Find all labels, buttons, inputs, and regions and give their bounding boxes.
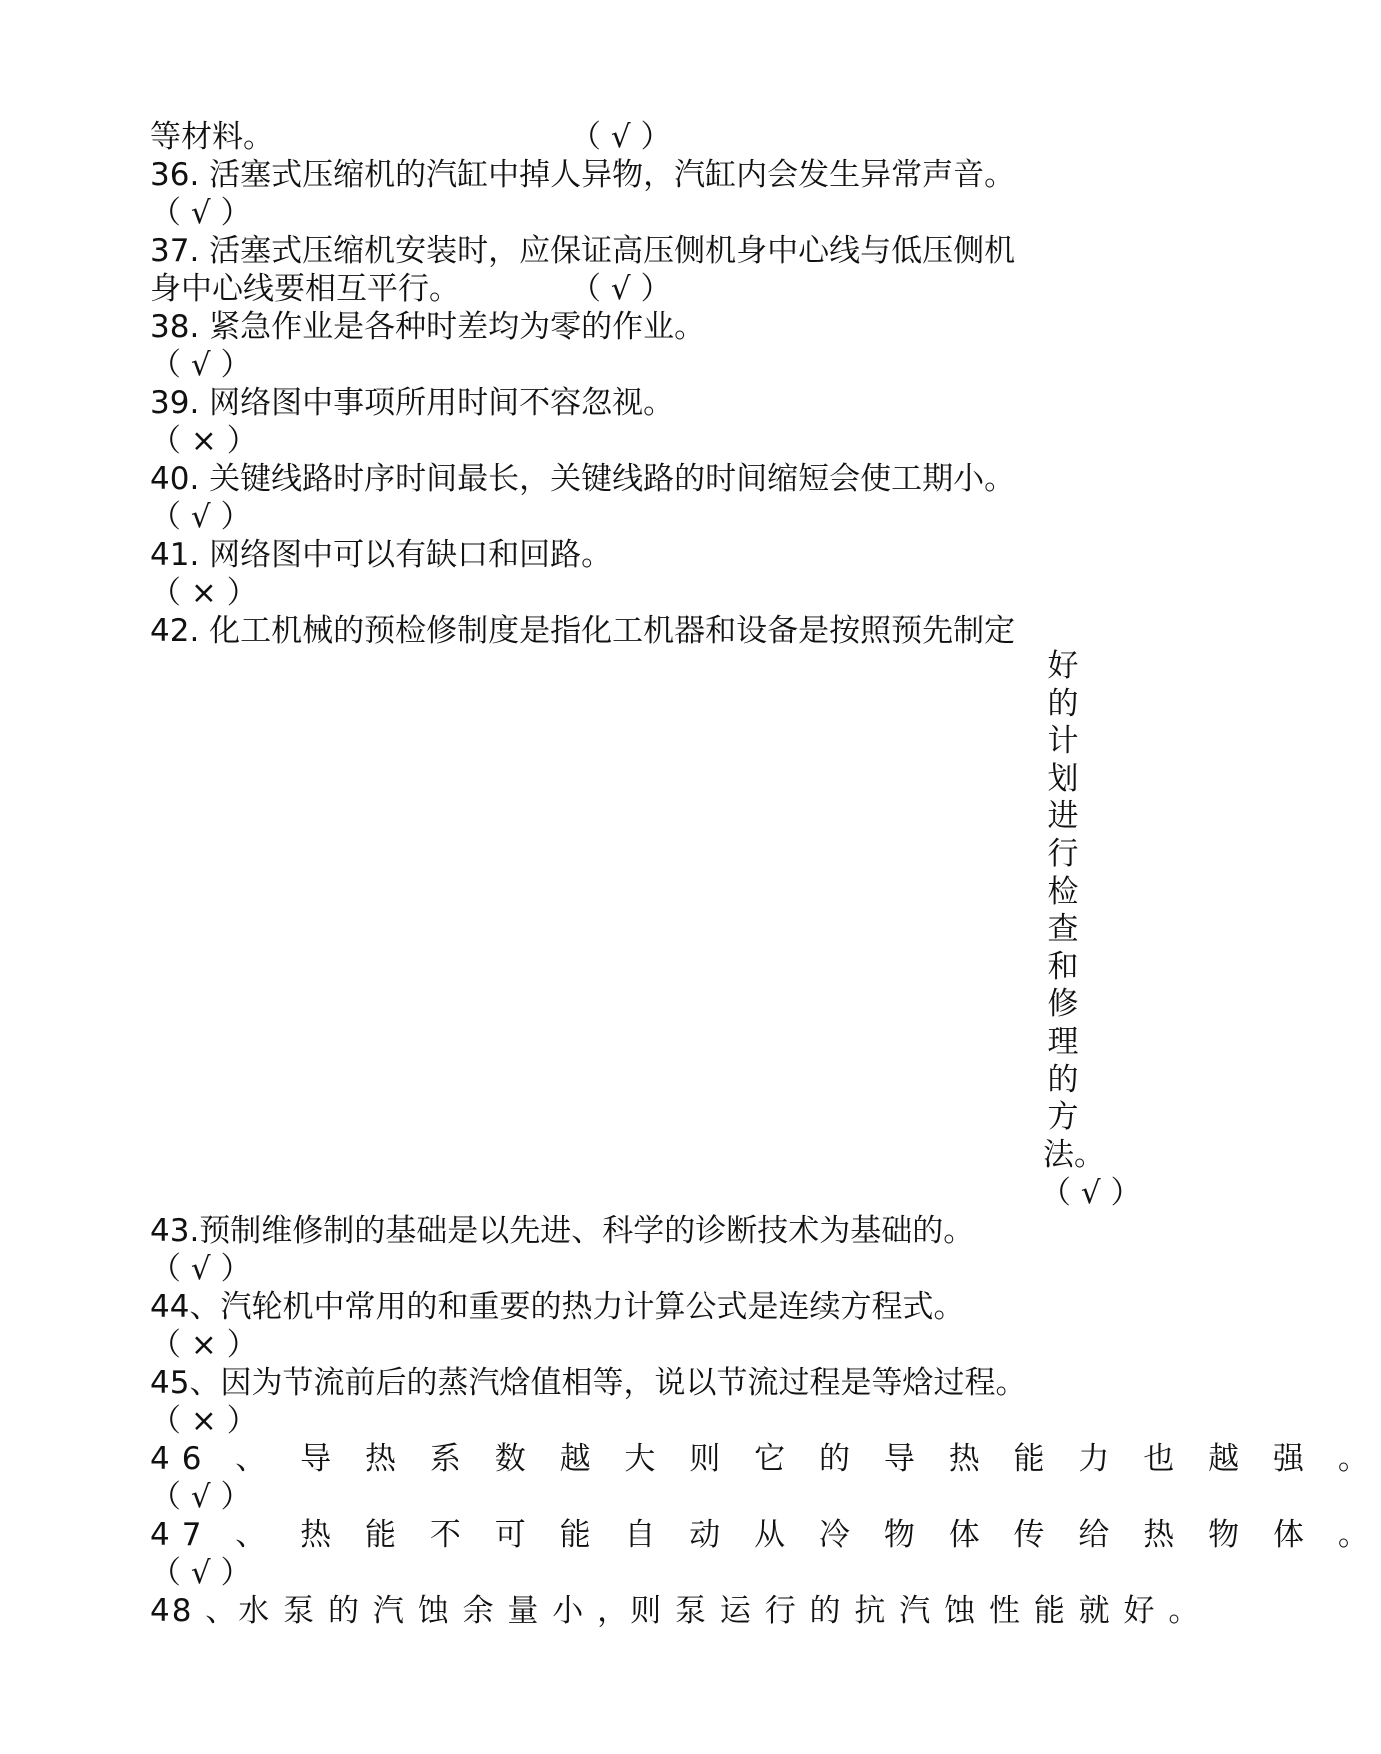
vertical-char: 计 (1047, 723, 1079, 760)
vertical-char: 理 (1047, 1023, 1079, 1060)
vertical-char: 法。 (1043, 1136, 1105, 1173)
answer-mark: （ √ ） (150, 499, 252, 535)
vertical-char: 和 (1047, 948, 1079, 985)
answer-mark: （ × ） (150, 1403, 258, 1439)
answer-mark: （ √ ） (150, 347, 252, 383)
vertical-char: 的 (1047, 685, 1079, 722)
question-42: 42. 化工机械的预检修制度是指化工机器和设备是按照预先制定 (150, 613, 1016, 649)
vertical-char: 划 (1047, 760, 1079, 797)
text-line-continuation: 等材料。 (150, 119, 274, 155)
vertical-char: 方 (1047, 1099, 1079, 1136)
answer-mark: （ √ ） (570, 271, 672, 307)
question-48: 48 、水 泵 的 汽 蚀 余 量 小 ，则 泵 运 行 的 抗 汽 蚀 性 能 就 好 。 (150, 1593, 1202, 1629)
question-39: 39. 网络图中事项所用时间不容忽视。 (150, 385, 675, 421)
question-47: 47 、 热 能 不 可 能 自 动 从 冷 物 体 传 给 热 物 体 。 (150, 1517, 1381, 1553)
vertical-char: 的 (1047, 1061, 1079, 1098)
answer-mark: （ × ） (150, 423, 258, 459)
question-45: 45、因为节流前后的蒸汽焓值相等，说以节流过程是等焓过程。 (150, 1365, 1027, 1401)
question-41: 41. 网络图中可以有缺口和回路。 (150, 537, 613, 573)
question-38: 38. 紧急作业是各种时差均为零的作业。 (150, 309, 706, 345)
vertical-char: 好 (1047, 648, 1079, 684)
vertical-char: 进 (1047, 798, 1079, 835)
question-43: 43.预制维修制的基础是以先进、科学的诊断技术为基础的。 (150, 1213, 975, 1249)
question-37-cont: 身中心线要相互平行。 (150, 271, 460, 307)
question-44: 44、汽轮机中常用的和重要的热力计算公式是连续方程式。 (150, 1289, 965, 1325)
question-37: 37. 活塞式压缩机安装时，应保证高压侧机身中心线与低压侧机 (150, 233, 1016, 269)
question-46: 46 、 导 热 系 数 越 大 则 它 的 导 热 能 力 也 越 强 。 (150, 1441, 1381, 1477)
vertical-char: 修 (1047, 986, 1079, 1023)
answer-mark: （ √ ） (150, 1479, 252, 1515)
answer-mark: （ × ） (150, 575, 258, 611)
vertical-char: 检 (1047, 873, 1079, 910)
answer-mark: （ √ ） (570, 119, 672, 155)
vertical-char: 行 (1047, 835, 1079, 872)
answer-mark: （ √ ） (1040, 1175, 1142, 1211)
vertical-char: 查 (1047, 911, 1079, 948)
question-40: 40. 关键线路时序时间最长，关键线路的时间缩短会使工期小。 (150, 461, 1016, 497)
answer-mark: （ √ ） (150, 1555, 252, 1591)
answer-mark: （ √ ） (150, 195, 252, 231)
question-42-vertical-text (1043, 648, 1105, 1174)
question-36: 36. 活塞式压缩机的汽缸中掉人异物，汽缸内会发生异常声音。 (150, 157, 1016, 193)
answer-mark: （ × ） (150, 1327, 258, 1363)
answer-mark: （ √ ） (150, 1251, 252, 1287)
